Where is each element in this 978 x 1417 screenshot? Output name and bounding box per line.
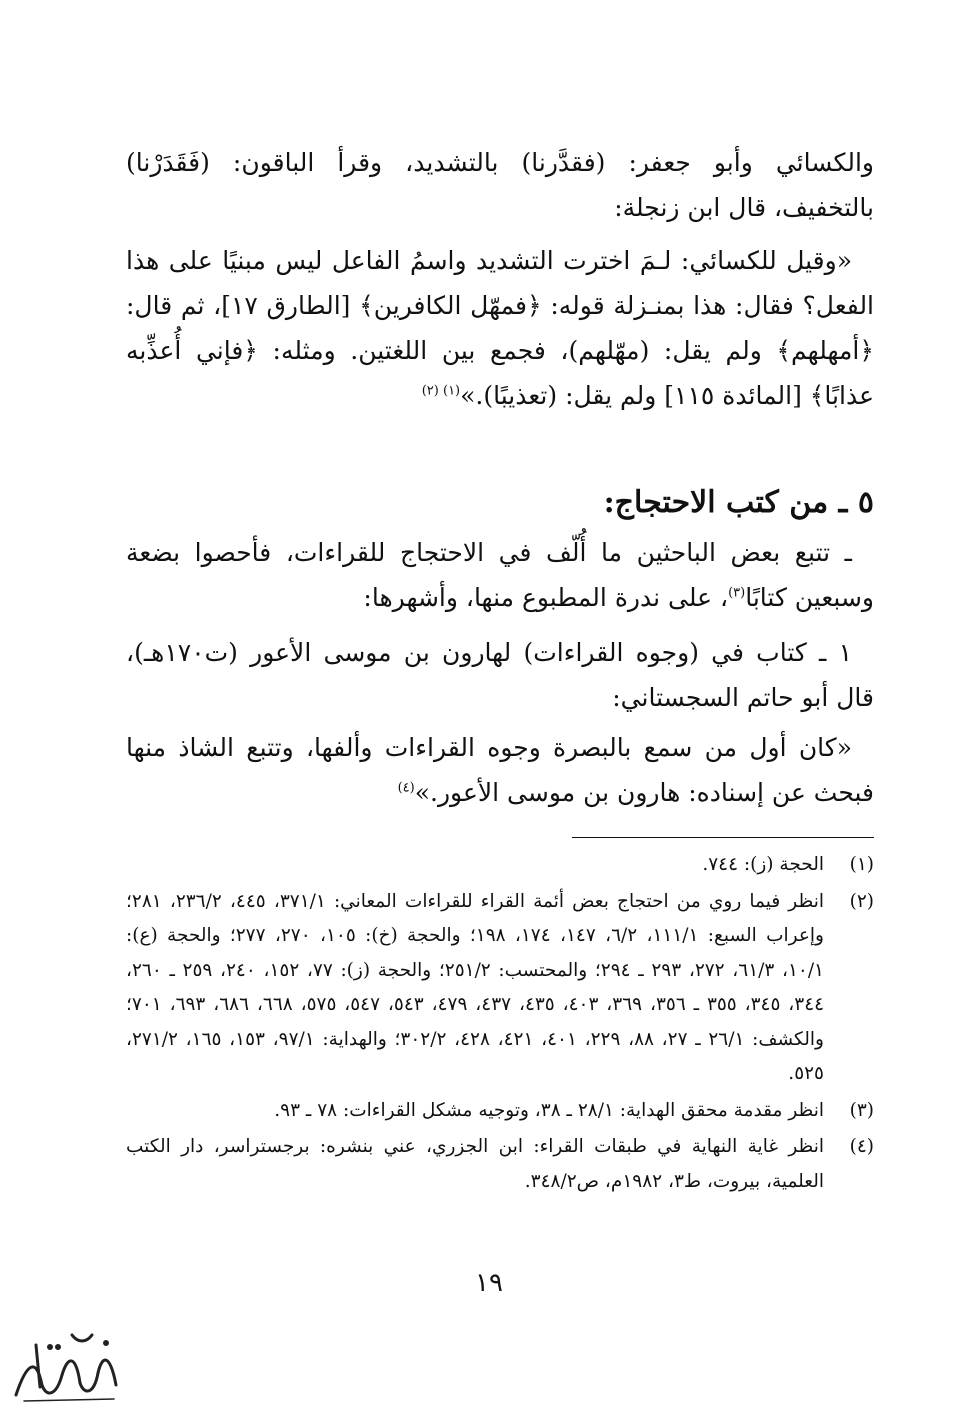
footnote-ref: (١) (٢) <box>421 383 461 399</box>
footnote-number: (١) <box>849 854 874 875</box>
paragraph-book-one <box>126 630 874 720</box>
paragraph-text: ، على ندرة المطبوع منها، وأشهرها: <box>363 583 729 612</box>
footnote-item <box>126 885 874 1092</box>
calligraphy-seal-icon <box>6 1325 126 1407</box>
footnote-item <box>126 1130 874 1199</box>
paragraph-kisai-reading <box>126 140 874 230</box>
footnote-number: (٤) <box>849 1136 874 1157</box>
footnotes <box>126 848 874 1201</box>
footnote-item <box>126 1094 874 1129</box>
footnote-number: (٢) <box>849 890 874 912</box>
paragraph-text: والكسائي وأبو جعفر: (فقدَّرنا) بالتشديد، وقرأ الباقون: (فَقَدَرْنا) بالتخفيف، قال ابن زنجلة: <box>126 148 874 222</box>
footnote-text: انظر مقدمة محقق الهداية: ٢٨/١ ـ ٣٨، وتوجيه مشكل القراءات: ٧٨ ـ ٩٣. <box>274 1099 824 1121</box>
footnote-ref: (٤) <box>397 780 415 796</box>
paragraph-researchers <box>126 530 874 620</box>
paragraph-text: ـ تتبع بعض الباحثين ما أُلّف في الاحتجاج للقراءات، فأحصوا بضعة وسبعين كتابًا <box>126 538 874 612</box>
section-heading: ٥ ـ من كتب الاحتجاج: <box>603 485 874 520</box>
footnote-item <box>126 848 874 883</box>
footnote-number: (٣) <box>849 1099 874 1121</box>
quote-text: «كان أول من سمع بالبصرة وجوه القراءات وألفها، وتتبع الشاذ منها فبحث عن إسناده: هارون بن موسى الأعور.» <box>126 733 874 807</box>
quote-text: «وقيل للكسائي: لـمَ اخترت التشديد واسمُ الفاعل ليس مبنيًا على هذا الفعل؟ فقال: هذا بمنـزلة قوله: ﴿فمهّل الكافرين﴾ [الطارق ١٧]، ثم قال: ﴿أمهلهم﴾ ولم يقل: (مهّلهم)، فجمع بين اللغتين. ومثله: ﴿فإني أُعذِّبه عذابًا﴾ [المائدة ١١٥] ولم يقل: (تعذيبًا).» <box>126 246 875 410</box>
footnote-text: الحجة (ز): ٧٤٤. <box>702 854 824 875</box>
page-number: ١٩ <box>475 1268 503 1298</box>
quote-ibn-zanjala <box>126 238 874 418</box>
footnote-text: انظر فيما روي من احتجاج بعض أئمة القراء للقراءات المعاني: ٣٧١/١، ٤٤٥، ٢٣٦/٢، ٢٨١؛ وإعراب السبع: ١١١/١، ٦/٢، ١٤٧، ١٧٤، ١٩٨؛ والحجة (خ): ١٠٥، ٢٧٠، ٢٧٧؛ والحجة (ع): ١٠/١، ٦١/٣، ٢٧٢، ٢٩٣ ـ ٢٩٤؛ والمحتسب: ٢٥١/٢؛ والحجة (ز): ٧٧، ١٥٢، ٢٤٠، ٢٥٩ ـ ٢٦٠، ٣٤٤، ٣٤٥، ٣٥٥ ـ ٣٥٦، ٣٦٩، ٤٠٣، ٤٣٥، ٤٣٧، ٤٧٩، ٥٤٣، ٥٤٧، ٥٧٥، ٦٦٨، ٦٨٦، ٦٩٣، ٧٠١؛ والكشف: ٢٦/١ ـ ٢٧، ٨٨، ٢٢٩، ٤٠١، ٤٢١، ٤٢٨، ٣٠٢/٢؛ والهداية: ٩٧/١، ١٥٣، ١٦٥، ٢٧١/٢، ٥٢٥. <box>126 890 825 1084</box>
footnote-divider <box>572 837 874 838</box>
footnote-text: انظر غاية النهاية في طبقات القراء: ابن الجزري، عني بنشره: برجستراسر، دار الكتب العلمية، بيروت، ط٣، ١٩٨٢م، ص٣٤٨/٢. <box>126 1136 824 1192</box>
footnote-ref: (٣) <box>728 585 746 601</box>
paragraph-text: ١ ـ كتاب في (وجوه القراءات) لهارون بن موسى الأعور (ت١٧٠هـ)، قال أبو حاتم السجستاني: <box>126 638 874 712</box>
quote-abu-hatim <box>126 725 874 815</box>
